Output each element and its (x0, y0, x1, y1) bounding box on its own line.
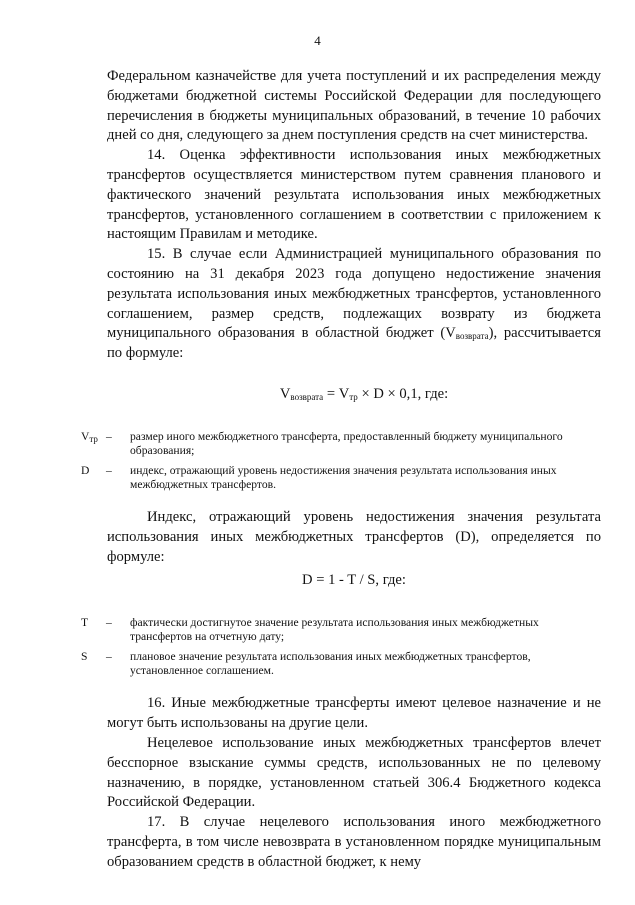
definition-symbol: S (81, 650, 88, 664)
definition-symbol: D (81, 463, 90, 477)
paragraph-misuse: Нецелевое использование иных межбюджетных трансфертов влечет бесспорное взыскание суммы средств, использованных не по целевому назначению, в порядке, установленном статьей 306.4 Бюджетного кодекса Российской Федерации. (107, 734, 601, 811)
paragraph-14: 14. Оценка эффективности использования иных межбюджетных трансфертов осуществляется министерством путем сравнения планового и фактического значений результата использования иных межбюджетных трансфертов, установленного соглашением в соответствии с приложением к настоящим Правилам и методике. (107, 147, 601, 243)
definition-dash: – (106, 463, 112, 477)
formula-sub-tr: тр (349, 391, 358, 402)
formula-index: D = 1 - T / S, где: (302, 572, 406, 589)
definition-text: индекс, отражающий уровень недостижения значения результата использования иных межбюджетных трансфертов. (130, 463, 557, 491)
formula-rest: × D × 0,1, где: (357, 385, 449, 402)
p15-subscript: возврата (455, 331, 489, 342)
definitions-formula-2 (81, 616, 601, 678)
definition-item (81, 464, 601, 492)
paragraph-continuation: Федеральном казначействе для учета поступлений и их распределения между бюджетами бюджетной системы Российской Федерации для последующего перечисления в бюджеты муниципальных образований, в течение 10 рабочих дней со дня, следующего за днем поступления средств на счет министерства. (107, 68, 601, 144)
formula-return-amount (107, 384, 601, 404)
definition-item (81, 430, 601, 458)
page-number: 4 (314, 33, 321, 48)
definition-text: плановое значение результата использования иных межбюджетных трансфертов, установленное соглашением. (130, 650, 531, 678)
paragraph-15 (107, 245, 601, 364)
paragraph-index: Индекс, отражающий уровень недостижения значения результата использования иных межбюджетных трансфертов (D), определяется по формуле: (107, 508, 601, 565)
formula-eq: = V (323, 385, 350, 402)
document-body (81, 67, 601, 873)
definition-text: размер иного межбюджетного трансферта, предоставленный бюджету муниципального образования; (130, 429, 563, 457)
definition-item (81, 650, 601, 678)
formula-sub-return: возврата (290, 391, 324, 402)
definition-text: фактически достигнутое значение результата использования иных межбюджетных трансфертов на отчетную дату; (130, 616, 539, 644)
p15-text-before: 15. В случае если Администрацией муниципального образования по состоянию на 31 декабря 2023 года допущено недостижение значения результата использования иных межбюджетных трансфертов, установленного соглашением, размер средств, подлежащих возврату из бюджета муниципального образования в областной бюджет (V (107, 246, 601, 342)
definition-dash: – (106, 429, 112, 443)
p15-text-after: ), рассчитывается по формуле: (107, 325, 601, 362)
definitions-formula-1 (81, 430, 601, 492)
definition-symbol: T (81, 616, 89, 630)
formula-v: V (279, 385, 291, 402)
paragraph-16: 16. Иные межбюджетные трансферты имеют целевое назначение и не могут быть использованы на другие цели. (107, 695, 601, 732)
definition-dash: – (106, 616, 112, 630)
definition-dash: – (106, 650, 112, 664)
definition-item (81, 616, 601, 644)
paragraph-17: 17. В случае нецелевого использования иного межбюджетного трансферта, в том числе невозврата в установленном порядке муниципальным образованием средств в областной бюджет, к нему (107, 814, 601, 870)
definition-symbol: $V_{тр}$ (81, 429, 98, 444)
